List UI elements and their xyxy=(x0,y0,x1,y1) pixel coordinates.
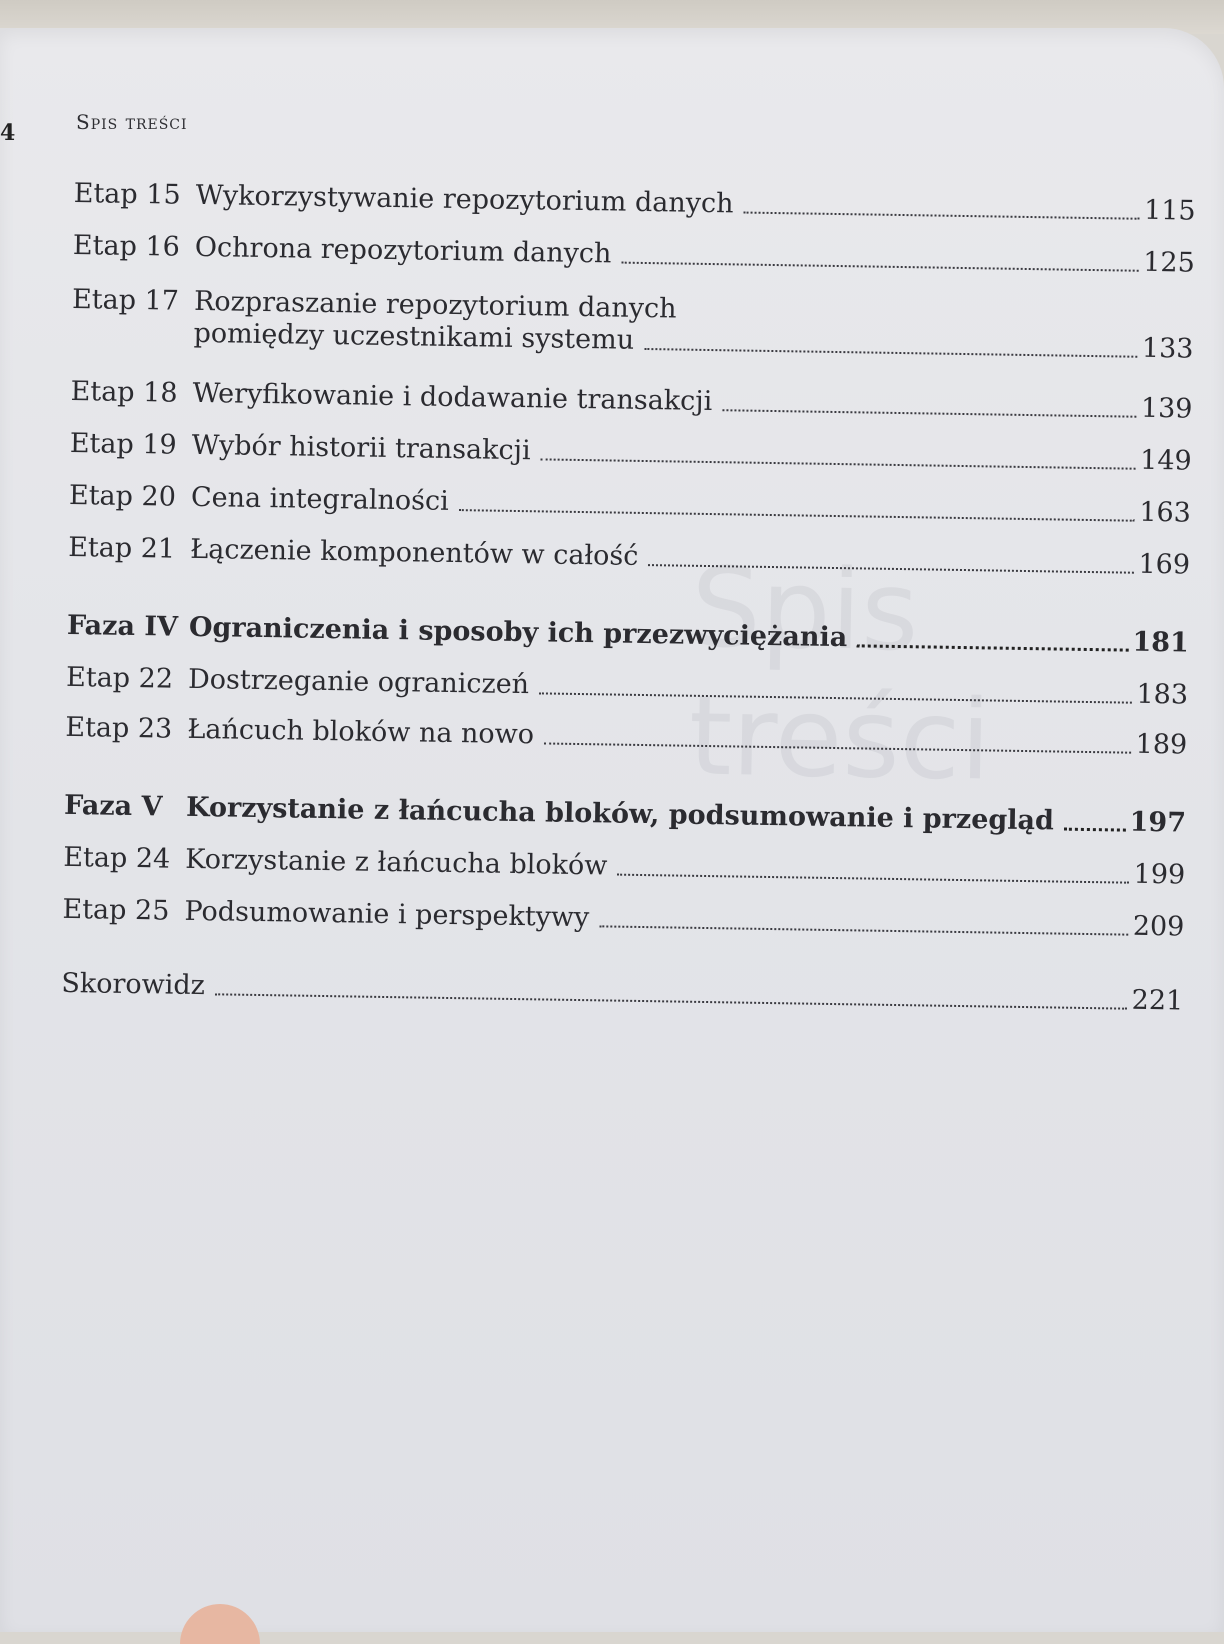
toc-entry-label: Etap 19 xyxy=(69,427,177,461)
toc-part-title: Korzystanie z łańcucha bloków, podsumowanie i przegląd xyxy=(185,791,1055,837)
dot-leader xyxy=(599,925,1129,935)
toc-entry-label: Etap 18 xyxy=(70,375,178,409)
toc-entry-title-line1: Rozpraszanie repozytorium danych xyxy=(193,285,677,325)
toc-part-heading xyxy=(67,610,1189,660)
toc-entry-page: 199 xyxy=(1133,858,1186,891)
toc-entry-page: 149 xyxy=(1139,444,1192,477)
toc-entry xyxy=(73,178,1195,228)
dot-leader xyxy=(215,993,1128,1009)
dot-leader xyxy=(621,262,1139,272)
toc-entry-title-line2: pomiędzy uczestnikami systemu xyxy=(193,317,635,356)
toc-entry-label: Etap 21 xyxy=(67,531,176,565)
toc-entry-page: 139 xyxy=(1140,392,1193,425)
toc-index-entry xyxy=(61,968,1183,1018)
toc-part-page: 181 xyxy=(1132,626,1190,659)
toc-entry-title: Wykorzystywanie repozytorium danych xyxy=(195,179,734,220)
toc-entry-title: Cena integralności xyxy=(190,481,449,517)
toc-entry-title: Wybór historii transakcji xyxy=(191,429,531,467)
dot-leader xyxy=(544,742,1132,753)
toc-entry-page: 209 xyxy=(1132,910,1185,943)
dot-leader xyxy=(857,644,1128,651)
toc-entry-page: 163 xyxy=(1139,496,1192,529)
toc-part-label: Faza V xyxy=(63,789,163,823)
toc-entry xyxy=(65,712,1187,762)
toc-entry xyxy=(66,662,1188,712)
dot-leader xyxy=(540,458,1136,469)
toc-entry-label: Etap 16 xyxy=(72,229,181,263)
toc-entry xyxy=(71,284,1194,366)
toc-entry xyxy=(69,480,1191,530)
dot-leader xyxy=(743,212,1140,220)
toc-entry-label: Etap 15 xyxy=(73,178,181,211)
running-head: Spis treści xyxy=(76,110,188,134)
toc-entry xyxy=(70,428,1192,478)
toc-entry xyxy=(63,842,1185,892)
toc-entry-page: 169 xyxy=(1138,548,1191,581)
toc-index-page: 221 xyxy=(1131,984,1184,1017)
dot-leader xyxy=(648,564,1134,574)
toc-entry-label: Etap 22 xyxy=(65,661,174,695)
dot-leader xyxy=(459,509,1136,522)
toc-entry-label: Etap 17 xyxy=(71,283,180,317)
toc-entry-page: 115 xyxy=(1143,194,1196,227)
toc-entry-title: Dostrzeganie ograniczeń xyxy=(187,663,530,701)
toc-entry xyxy=(70,376,1192,426)
dot-leader xyxy=(722,409,1137,418)
toc-entry-label: Etap 23 xyxy=(65,711,173,745)
book-page xyxy=(0,28,1224,1632)
toc-entry-page: 189 xyxy=(1135,728,1188,761)
toc-entry-title: Łańcuch bloków na nowo xyxy=(187,713,535,751)
toc-entry-page: 133 xyxy=(1141,332,1194,365)
toc-entry xyxy=(68,532,1190,582)
toc-index-label: Skorowidz xyxy=(61,967,206,1002)
toc-entry-title: Weryfikowanie i dodawanie transakcji xyxy=(192,377,713,418)
dot-leader xyxy=(617,874,1129,884)
page-number: 4 xyxy=(0,120,16,146)
toc-entry-label: Etap 20 xyxy=(68,479,177,513)
toc-entry-title: Korzystanie z łańcucha bloków xyxy=(185,843,608,882)
toc-entry xyxy=(62,894,1184,944)
dot-leader xyxy=(644,348,1138,358)
toc-entry-page: 125 xyxy=(1143,246,1196,279)
toc-part-page: 197 xyxy=(1129,806,1187,839)
toc-entry-label: Etap 25 xyxy=(62,893,170,927)
toc-part-label: Faza IV xyxy=(66,609,179,643)
toc-entry-title: Ochrona repozytorium danych xyxy=(194,231,612,270)
toc-part-title: Ograniczenia i sposoby ich przezwyciężania xyxy=(188,611,848,654)
toc-part-heading xyxy=(64,790,1186,840)
dot-leader xyxy=(539,692,1132,703)
show-through-text: Spis treści xyxy=(687,543,992,805)
toc-entry xyxy=(73,230,1195,280)
toc-entry-title: Łączenie komponentów w całość xyxy=(189,533,639,572)
toc-entry-page: 183 xyxy=(1136,678,1189,711)
dot-leader xyxy=(1064,828,1126,832)
toc-entry-label: Etap 24 xyxy=(63,841,171,875)
toc-entry-title: Podsumowanie i perspektywy xyxy=(184,895,590,934)
